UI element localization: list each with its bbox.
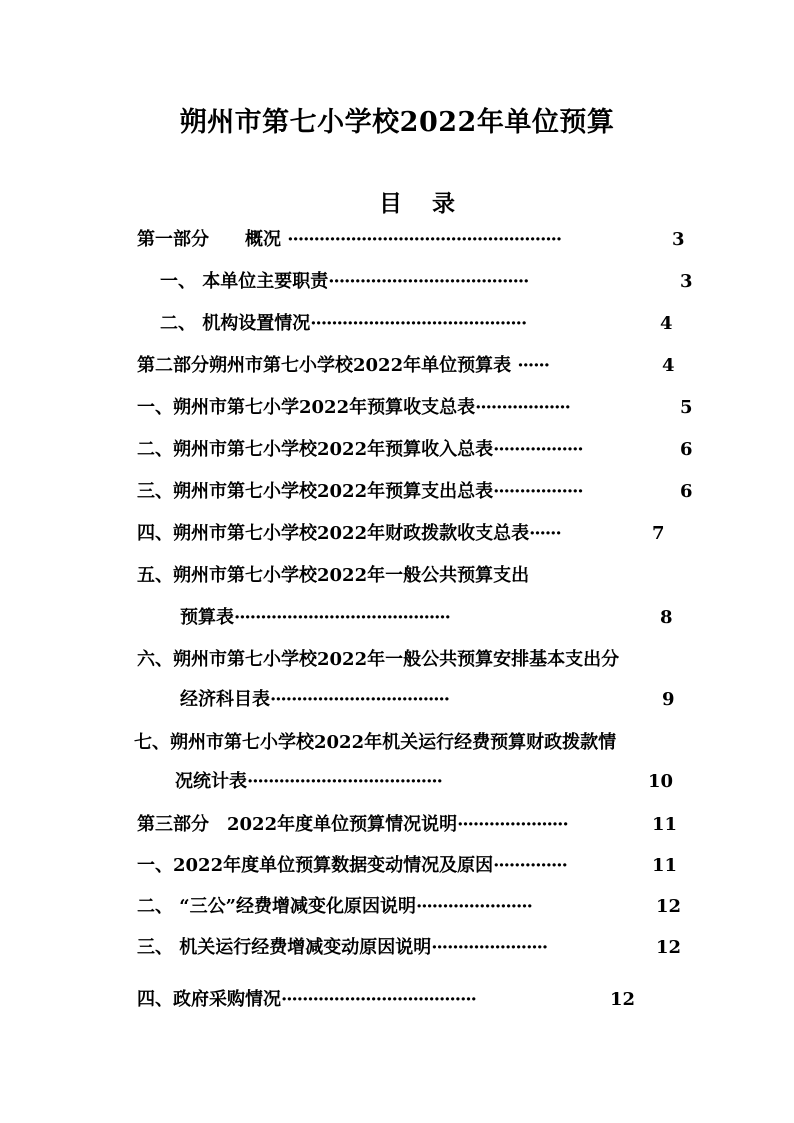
toc-entry-table6-line2 (180, 688, 449, 712)
toc-heading-char-1: 目 (379, 190, 402, 217)
toc-entry-text: 二、朔州市第七小学校2022年预算收入总表 (137, 439, 494, 460)
toc-page-number: 12 (656, 937, 682, 958)
toc-entry-text: 四、朔州市第七小学校2022年财政拨款收支总表 (137, 523, 530, 544)
toc-entry-table5-line1 (137, 564, 529, 588)
toc-entry-part3-1 (137, 854, 567, 878)
toc-entry-part3-4 (137, 988, 476, 1012)
toc-leader-dots: ····················· (457, 814, 568, 835)
toc-leader-dots: ······················ (431, 937, 548, 958)
toc-leader-dots: ····································· (281, 989, 476, 1010)
toc-entry-text: 预算表 (180, 607, 234, 628)
toc-leader-dots: ················· (493, 481, 583, 502)
toc-page-number: 4 (662, 355, 675, 376)
toc-entry-table5-line2 (180, 606, 450, 630)
toc-leader-dots: ················· (493, 439, 583, 460)
toc-leader-dots: ···················································· (287, 229, 562, 250)
toc-leader-dots: ····································· (247, 771, 442, 792)
toc-entry-part3 (137, 813, 568, 837)
toc-page-number: 12 (656, 896, 682, 917)
toc-heading-char-2: 录 (432, 190, 455, 217)
toc-leader-dots: ········································· (234, 607, 450, 628)
toc-page-number: 9 (662, 689, 675, 710)
toc-entry-text: 一、2022年度单位预算数据变动情况及原因 (137, 855, 494, 876)
toc-entry-text: 况统计表 (175, 771, 247, 792)
toc-entry-table1 (137, 396, 570, 420)
toc-entry-text: 五、朔州市第七小学校2022年一般公共预算支出 (137, 565, 530, 586)
toc-entry-table7-line1 (134, 731, 616, 755)
toc-page-number: 6 (680, 481, 693, 502)
toc-entry-table3 (137, 480, 583, 504)
toc-entry-text: 一、 本单位主要职责 (160, 271, 329, 292)
toc-entry-text: 四、政府采购情况 (137, 989, 281, 1010)
toc-leader-dots: ········································· (310, 313, 527, 334)
toc-entry-text: 一、朔州市第七小学2022年预算收支总表 (137, 397, 476, 418)
toc-page-number: 6 (680, 439, 693, 460)
toc-entry-duties (160, 270, 528, 294)
toc-page-number: 5 (680, 397, 693, 418)
document-title: 朔州市第七小学校2022年单位预算 (179, 107, 615, 138)
toc-entry-text: 七、朔州市第七小学校2022年机关运行经费预算财政拨款情 (134, 732, 617, 753)
toc-entry-text: 经济科目表 (180, 689, 270, 710)
toc-entry-text: 第三部分 2022年度单位预算情况说明 (137, 814, 458, 835)
toc-page-number: 11 (652, 855, 678, 876)
toc-leader-dots: ······ (517, 355, 549, 376)
toc-entry-text: 三、 机关运行经费增减变动原因说明 (137, 937, 432, 958)
toc-page-number: 8 (660, 607, 673, 628)
toc-entry-org (160, 312, 526, 336)
toc-entry-text: 第二部分朔州市第七小学校2022年单位预算表 (137, 355, 512, 376)
toc-entry-table2 (137, 438, 583, 462)
toc-entry-part2 (137, 354, 549, 378)
toc-entry-table7-line2 (175, 770, 442, 794)
toc-page-number: 11 (652, 814, 678, 835)
toc-page-number: 12 (610, 989, 636, 1010)
toc-entry-text: 二、 机构设置情况 (160, 313, 311, 334)
toc-entry-part3-3 (137, 936, 547, 960)
toc-entry-text: 三、朔州市第七小学校2022年预算支出总表 (137, 481, 494, 502)
toc-leader-dots: ······ (529, 523, 561, 544)
toc-page-number: 3 (680, 271, 693, 292)
toc-leader-dots: ·············· (493, 855, 567, 876)
toc-entry-table4 (137, 522, 561, 546)
toc-leader-dots: ······················ (415, 896, 532, 917)
toc-page-number: 7 (652, 523, 665, 544)
toc-entry-table6-line1 (137, 648, 619, 672)
toc-heading (0, 185, 794, 218)
toc-entry-text: 第一部分 概况 (137, 229, 281, 250)
toc-entry-text: 六、朔州市第七小学校2022年一般公共预算安排基本支出分 (137, 649, 620, 670)
toc-page-number: 4 (660, 313, 673, 334)
toc-entry-text: 二、 “三公”经费增减变化原因说明 (137, 896, 416, 917)
toc-page-number: 3 (672, 229, 685, 250)
toc-leader-dots: ·································· (270, 689, 450, 710)
toc-leader-dots: ·················· (475, 397, 570, 418)
toc-entry-part3-2 (137, 895, 532, 919)
toc-leader-dots: ······································ (328, 271, 529, 292)
toc-page-number: 10 (648, 771, 674, 792)
toc-entry-part1 (137, 228, 561, 252)
